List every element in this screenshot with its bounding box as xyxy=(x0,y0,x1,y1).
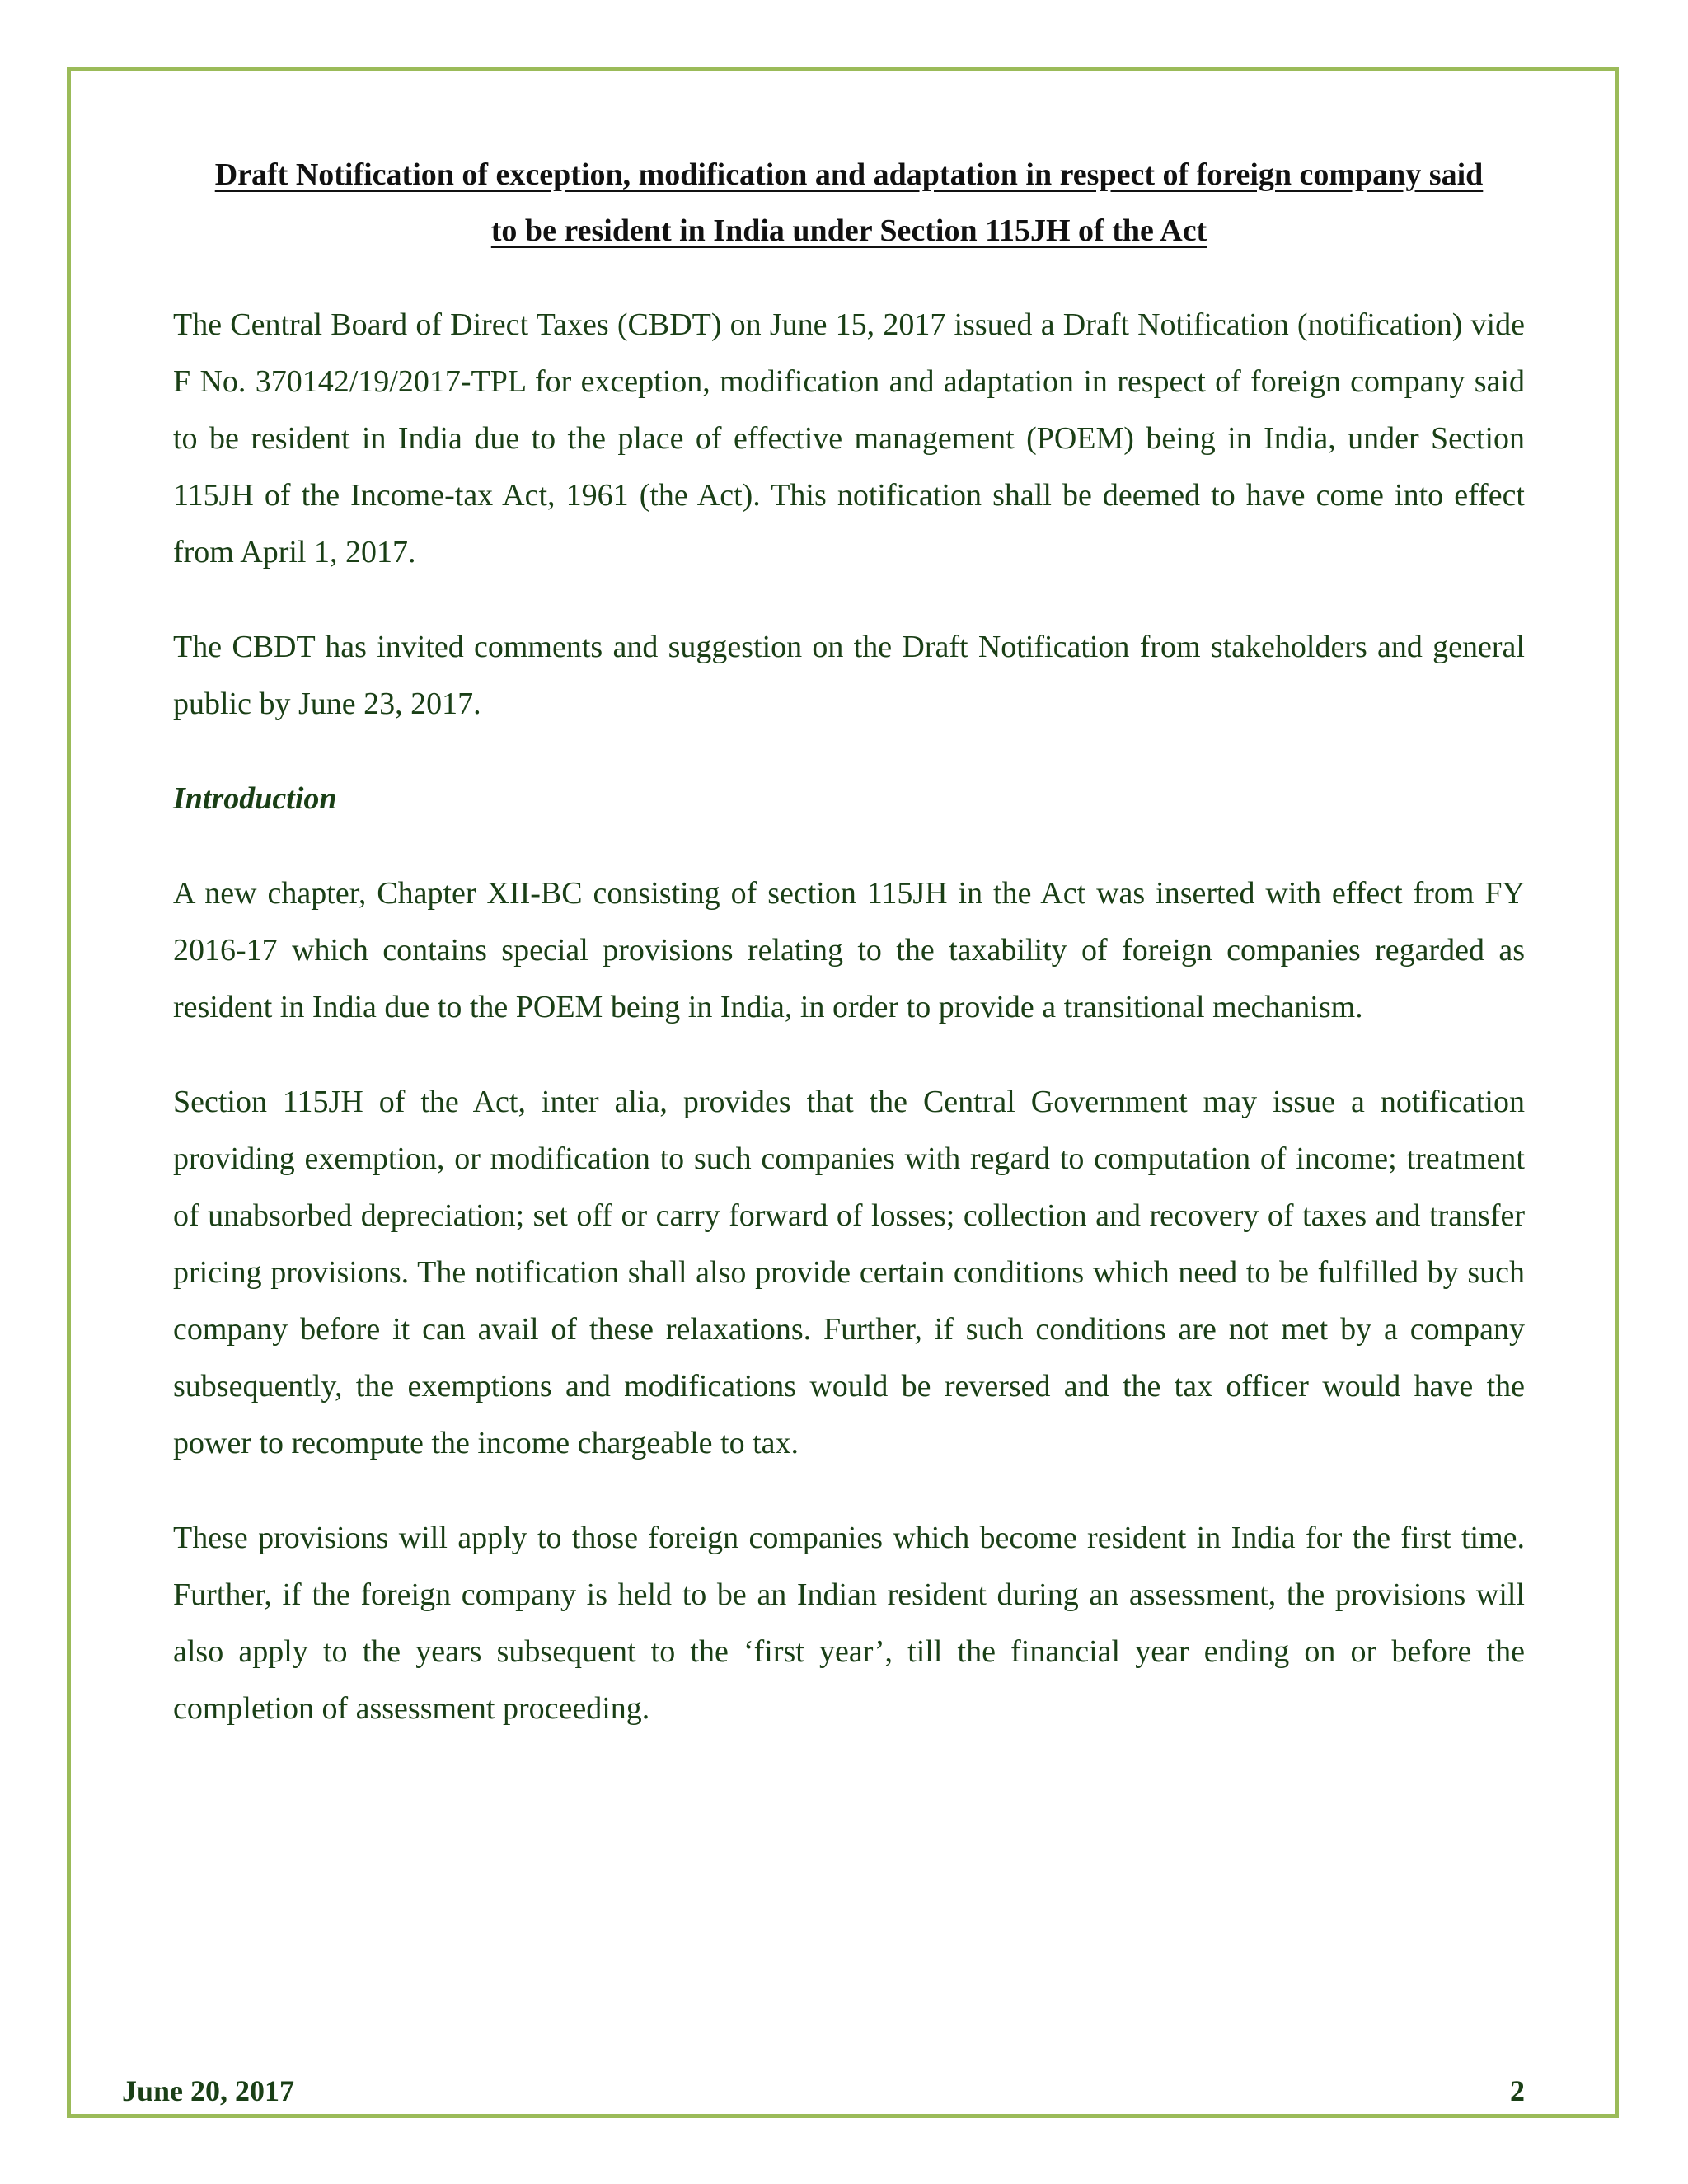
paragraph-section-115jh: Section 115JH of the Act, inter alia, provides that the Central Government may issue a notification providing exemption, or modification to such companies with regard to computation of income; treatment of unabsorbed depreciation; set off or carry forward of losses; collection and recovery of taxes and transfer pricing provisions. The notification shall also provide certain conditions which need to be fulfilled by such company before it can avail of these relaxations. Further, if such conditions are not met by a company subsequently, the exemptions and modifications would be reversed and the tax officer would have the power to recompute the income chargeable to tax. xyxy=(173,1085,1525,1460)
section-heading-introduction: Introduction xyxy=(173,781,337,816)
page-number: 2 xyxy=(1510,2074,1525,2107)
paragraph-provisions-apply: These provisions will apply to those foreign companies which become resident in India for the first time. Further, if the foreign company is held to be an Indian resident during an assessment, the provisions will also apply to the years subsequent to the ‘first year’, till the financial year ending on or before the completion of assessment proceeding. xyxy=(173,1521,1525,1726)
title-line-2: to be resident in India under Section 115JH of the Act xyxy=(490,213,1207,248)
paragraph-new-chapter: A new chapter, Chapter XII-BC consisting of section 115JH in the Act was inserted with effect from FY 2016-17 which contains special provisions relating to the taxability of foreign companies regarded as resident in India due to the POEM being in India, in order to provide a transitional mechanism. xyxy=(173,876,1525,1024)
document-title xyxy=(173,147,1525,259)
paragraph-cbdt-notification: The Central Board of Direct Taxes (CBDT) on June 15, 2017 issued a Draft Notification (notification) vide F No. 370142/19/2017-TPL for exception, modification and adaptation in respect of foreign company said to be resident in India due to the place of effective management (POEM) being in India, under Section 115JH of the Income-tax Act, 1961 (the Act). This notification shall be deemed to have come into effect from April 1, 2017. xyxy=(173,307,1525,569)
document-body xyxy=(173,147,1525,1737)
paragraph-comments-invited: The CBDT has invited comments and suggestion on the Draft Notification from stakeholders and general public by June 23, 2017. xyxy=(173,630,1525,721)
title-line-1: Draft Notification of exception, modification and adaptation in respect of foreign company said xyxy=(214,157,1484,192)
footer-date: June 20, 2017 xyxy=(122,2074,295,2107)
